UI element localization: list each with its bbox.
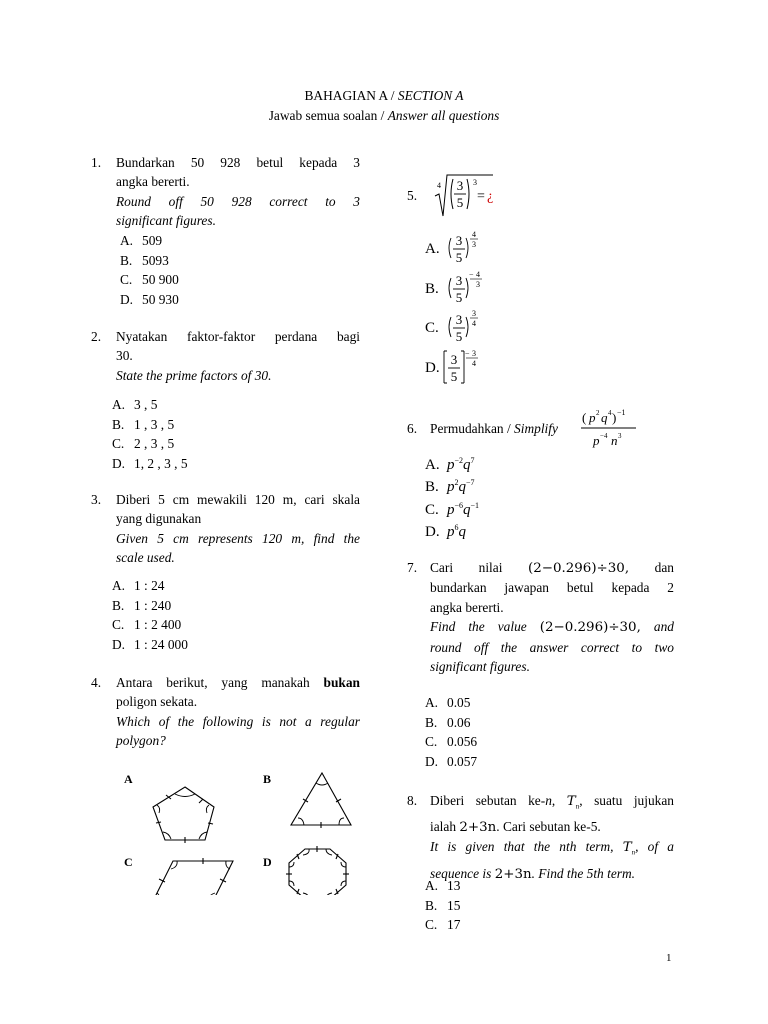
question-number: 4. <box>91 675 102 690</box>
svg-text:2: 2 <box>596 409 600 417</box>
question-number: 2. <box>91 329 102 344</box>
svg-text:): ) <box>612 410 617 425</box>
option-c[interactable]: C. 0.056 <box>425 734 478 749</box>
option-c[interactable]: C. 2 , 3 , 5 <box>112 436 175 451</box>
svg-text:3: 3 <box>476 280 480 289</box>
question-text: Diberi 5 cm mewakili 120 m, cari skala yang digunakan Given 5 cm represents 120 m, find the scale used. <box>116 492 360 566</box>
option-a[interactable]: A. $p^{-2}q^7$ <box>425 456 475 473</box>
question-text: Diberi sebutan ke-n, $T_n$, suatu jujukan ialah 2+3n. Cari sebutan ke-5. It is given that the nth term, $T_n$, of a sequence is 2+3n. Find the 5th term. <box>430 793 674 882</box>
option-list <box>425 876 460 935</box>
svg-text:5: 5 <box>450 369 458 384</box>
svg-text:5: 5 <box>456 195 464 210</box>
section-title: BAHAGIAN A / SECTION A <box>304 88 464 103</box>
option-d[interactable]: D. 0.057 <box>425 753 478 769</box>
question-text: Bundarkan 50 928 betul kepada 3 angka bererti. Round off 50 928 correct to 3 significant figures. <box>116 155 360 229</box>
option-d[interactable]: D. 1, 2 , 3 , 5 <box>112 455 188 471</box>
svg-text:p: p <box>589 410 596 425</box>
svg-text:4: 4 <box>472 230 476 239</box>
question-text-en: State the prime factors of 30. <box>116 368 272 383</box>
option-c[interactable] <box>424 307 504 347</box>
question-number: 7. <box>407 560 418 575</box>
svg-text:p: p <box>593 433 600 448</box>
page-number: 1 <box>666 952 672 964</box>
svg-text:4: 4 <box>472 319 476 328</box>
svg-text:5: 5 <box>455 290 463 305</box>
option-a[interactable] <box>424 228 504 268</box>
label-b: B <box>263 772 272 786</box>
option-d[interactable] <box>424 347 504 387</box>
svg-text:A.: A. <box>425 241 440 257</box>
svg-text:=: = <box>477 189 485 204</box>
svg-text:−: − <box>465 349 470 358</box>
unknown-mark: ¿ <box>487 189 494 204</box>
svg-text:−4: −4 <box>600 432 608 440</box>
svg-text:C.: C. <box>425 320 439 336</box>
option-d[interactable]: D. $p^6q$ <box>425 523 466 540</box>
svg-text:3: 3 <box>472 240 476 249</box>
question-number: 6. <box>407 421 418 436</box>
radical-expression <box>433 172 513 220</box>
svg-text:3: 3 <box>472 349 476 358</box>
simplify-expression <box>578 402 642 452</box>
option-list <box>120 231 179 309</box>
svg-text:q: q <box>601 410 608 425</box>
option-b[interactable]: B. 5093 <box>120 252 169 268</box>
svg-text:3: 3 <box>455 233 463 248</box>
option-b[interactable] <box>424 268 504 308</box>
shape-b-triangle[interactable] <box>291 773 351 828</box>
question-number: 3. <box>91 492 102 507</box>
option-list <box>112 395 188 473</box>
question-text: Nyatakan faktor-faktor perdana bagi 30. <box>116 329 360 364</box>
shape-a-pentagon[interactable] <box>153 787 214 843</box>
svg-text:−: − <box>469 270 474 279</box>
label-a: A <box>124 772 133 786</box>
question-number: 5. <box>407 188 418 203</box>
section-instruction: Jawab semua soalan / Answer all questions <box>268 108 500 123</box>
polygon-figures <box>115 765 365 895</box>
svg-text:5: 5 <box>455 250 463 265</box>
svg-text:B.: B. <box>425 281 439 297</box>
svg-text:3: 3 <box>455 273 463 288</box>
svg-text:3: 3 <box>456 178 464 193</box>
question-number: 1. <box>91 155 102 170</box>
option-c[interactable]: C. 1 : 2 400 <box>112 617 182 632</box>
svg-text:3: 3 <box>472 309 476 318</box>
option-c[interactable]: C. $p^{-6}q^{-1}$ <box>425 501 480 518</box>
option-d[interactable]: D. 50 930 <box>120 291 179 307</box>
question-text: Permudahkan / Simplify <box>430 421 558 436</box>
option-b[interactable]: B. $p^2q^{-7}$ <box>425 478 475 495</box>
option-b[interactable]: B. 0.06 <box>425 714 471 730</box>
label-d: D <box>263 855 272 869</box>
option-d[interactable]: D. 1 : 24 000 <box>112 636 188 652</box>
svg-text:4: 4 <box>437 181 441 190</box>
svg-text:4: 4 <box>608 409 612 417</box>
shape-c-parallelogram[interactable] <box>153 858 233 895</box>
option-b[interactable]: B. 1 , 3 , 5 <box>112 416 175 432</box>
question-text: Cari nilai (2−0.296)÷30, dan bundarkan jawapan betul kepada 2 angka bererti. Find the value (2−0.296)÷30, and round off the answer correct to two significant figures. <box>430 560 674 675</box>
svg-text:5: 5 <box>455 329 463 344</box>
svg-text:3: 3 <box>618 432 622 440</box>
option-b[interactable]: B. 1 : 240 <box>112 597 172 613</box>
option-a[interactable]: A. 13 <box>425 878 461 893</box>
question-text: Antara berikut, yang manakah bukan poligon sekata. Which of the following is not a regular polygon? <box>116 675 360 749</box>
option-a[interactable]: A. 509 <box>120 233 163 248</box>
option-a[interactable]: A. 0.05 <box>425 695 471 710</box>
label-c: C <box>124 855 133 869</box>
option-a[interactable]: A. 1 : 24 <box>112 578 165 593</box>
option-b[interactable]: B. 15 <box>425 897 461 913</box>
svg-text:3: 3 <box>455 312 463 327</box>
svg-text:−1: −1 <box>617 408 626 417</box>
svg-text:4: 4 <box>476 270 480 279</box>
option-list <box>425 693 477 771</box>
option-list <box>112 576 188 654</box>
option-a[interactable]: A. 3 , 5 <box>112 397 158 412</box>
option-c[interactable]: C. 17 <box>425 917 461 932</box>
shape-d-octagon[interactable] <box>286 846 349 895</box>
svg-text:(: ( <box>582 410 587 425</box>
question-number: 8. <box>407 793 418 808</box>
svg-text:D.: D. <box>425 360 440 376</box>
option-c[interactable]: C. 50 900 <box>120 272 179 287</box>
svg-text:4: 4 <box>472 359 476 368</box>
svg-text:n: n <box>611 433 618 448</box>
svg-text:3: 3 <box>473 178 477 187</box>
svg-text:3: 3 <box>450 352 458 367</box>
